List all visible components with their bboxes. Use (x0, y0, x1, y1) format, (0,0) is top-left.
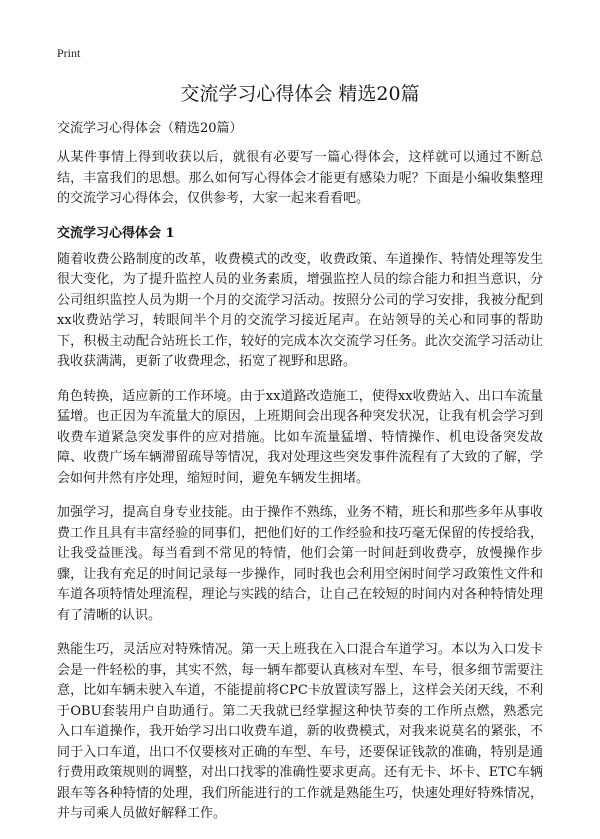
body-paragraph-1: 随着收费公路制度的改革，收费模式的改变，收费政策、车道操作、特情处理等发生很大变化，为了提升监控人员的业务素质，增强监控人员的综合能力和担当意识，分公司组织监控人员为期一个月的交流学习活动。按照分公司的学习安排，我被分配到xx收费站学习，转眼间半个月的交流学习接近尾声。在站领导的关心和同事的帮助下，积极主动配合站班长工作，较好的完成本次交流学习任务。此次交流学习活动让我收获满满，更新了收费理念，拓宽了视野和思路。 (57, 251, 543, 369)
page-title: 交流学习心得体会 精选20篇 (180, 83, 420, 105)
section-heading: 交流学习心得体会 1 (57, 225, 175, 241)
print-link[interactable]: Print (57, 46, 81, 60)
body-paragraph-4: 熟能生巧，灵活应对特殊情况。第一天上班我在入口混合车道学习。本以为入口发卡会是一件轻松的事，其实不然，每一辆车都要认真核对车型、车号，很多细节需要注意，比如车辆未驶入车道，不能提前将CPC卡放置读写器上，这样会关闭天线，不利于OBU套装用户自助通行。第二天我就已经掌握这种快节奏的工作所点燃，熟悉完入口车道操作，我开始学习出口收费车道，新的收费模式，对我来说莫名的紧张，不同于入口车道，出口不仅要核对正确的车型、车号，还要保证钱款的准确，特别是通行费用政策规则的调整，对出口找零的准确性要求更高。还有无卡、坏卡、ETC车辆跟车等各种特情的处理，我们所能进行的工作就是熟能生巧，快速处理好特殊情况，并与司乘人员做好解释工作。 (57, 642, 543, 821)
article-subtitle: 交流学习心得体会（精选20篇） (57, 121, 243, 136)
body-paragraph-2: 角色转换，适应新的工作环境。由于xx道路改造施工，使得xx收费站入、出口车流量猛增。也正因为车流量大的原因，上班期间会出现各种突发状况，让我有机会学习到收费车道紧急突发事件的应对措施。比如车流量猛增、特情操作、机电设备突发故障、收费广场车辆滞留疏导等情况，我对处理这些突发事件流程有了大致的了解，学会如何井然有序处理，缩短时间，避免车辆发生拥堵。 (57, 388, 543, 486)
article-body (57, 119, 543, 839)
intro-paragraph: 从某件事情上得到收获以后，就很有必要写一篇心得体会，这样就可以通过不断总结，丰富我们的思想。那么如何写心得体会才能更有感染力呢？下面是小编收集整理的交流学习心得体会，仅供参考，大家一起来看看吧。 (57, 150, 543, 206)
body-paragraph-3: 加强学习，提高自身专业技能。由于操作不熟练，业务不精，班长和那些多年从事收费工作且具有丰富经验的同事们，把他们好的工作经验和技巧毫无保留的传授给我，让我受益匪浅。每当看到不常见的特情，他们会第一时间赶到收费亭，放慢操作步骤，让我有充足的时间记录每一步操作，同时我也会利用空闲时间学习政策性文件和车道各项特情处理流程，理论与实践的结合，让自己在较短的时间内对各种特情处理有了清晰的认识。 (57, 505, 543, 623)
